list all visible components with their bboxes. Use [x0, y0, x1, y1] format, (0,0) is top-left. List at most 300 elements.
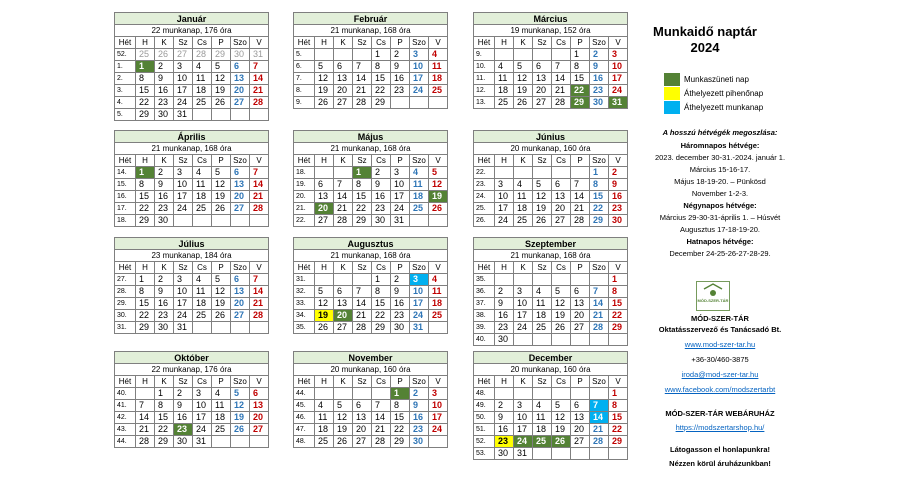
day-cell: 1	[155, 388, 174, 400]
day-cell: 2	[391, 49, 410, 61]
shop-link[interactable]: https://modszertarshop.hu/	[675, 423, 765, 432]
day-cell: 3	[410, 49, 429, 61]
day-cell	[410, 97, 429, 109]
day-cell	[231, 109, 250, 121]
weekday-header: Hét	[474, 155, 495, 167]
day-cell: 17	[391, 191, 410, 203]
day-cell	[495, 167, 514, 179]
day-cell: 22	[590, 203, 609, 215]
day-cell: 20	[315, 203, 334, 215]
day-cell	[552, 167, 571, 179]
month-name: Március	[473, 12, 628, 25]
day-cell: 21	[590, 310, 609, 322]
cta-visit: Látogasson el honlapunkra!	[669, 445, 770, 454]
weekday-header-row	[294, 37, 448, 49]
day-cell	[514, 167, 533, 179]
weekday-header: Hét	[115, 155, 136, 167]
day-cell: 28	[250, 203, 269, 215]
month-workdays: 21 munkanap, 168 óra	[293, 143, 448, 154]
day-cell: 28	[372, 436, 391, 448]
day-cell: 14	[590, 298, 609, 310]
weekday-header: Sz	[174, 155, 193, 167]
week-row	[294, 322, 448, 334]
day-cell: 8	[136, 286, 155, 298]
week-number: 41.	[115, 400, 136, 412]
weekday-header: Szo	[590, 376, 609, 388]
day-cell: 17	[609, 73, 628, 85]
week-row	[474, 436, 628, 448]
week-row	[115, 73, 269, 85]
week-row	[294, 388, 448, 400]
weekday-header: Szo	[590, 155, 609, 167]
week-number: 5.	[294, 49, 315, 61]
day-cell: 18	[429, 298, 448, 310]
weekday-header: H	[136, 262, 155, 274]
day-cell: 14	[353, 298, 372, 310]
weekday-header: P	[391, 155, 410, 167]
day-cell: 11	[533, 298, 552, 310]
day-cell	[533, 49, 552, 61]
day-cell: 28	[193, 49, 212, 61]
week-number: 8.	[294, 85, 315, 97]
day-cell: 14	[590, 412, 609, 424]
day-cell	[533, 388, 552, 400]
day-cell: 3	[410, 274, 429, 286]
day-cell: 24	[174, 97, 193, 109]
day-cell: 12	[552, 412, 571, 424]
day-cell: 2	[155, 61, 174, 73]
day-cell: 25	[514, 215, 533, 227]
day-cell: 14	[552, 73, 571, 85]
week-row	[474, 97, 628, 109]
day-cell: 9	[155, 179, 174, 191]
week-number: 44.	[115, 436, 136, 448]
day-cell: 16	[590, 73, 609, 85]
week-number: 12.	[474, 85, 495, 97]
weekday-header: K	[514, 37, 533, 49]
month-6	[114, 237, 269, 334]
weekday-header: Hét	[294, 376, 315, 388]
day-cell: 9	[410, 400, 429, 412]
day-cell: 24	[514, 436, 533, 448]
weekday-header: Szo	[231, 262, 250, 274]
month-table	[473, 154, 628, 227]
week-number: 51.	[474, 424, 495, 436]
day-cell	[136, 388, 155, 400]
phone-number: +36-30/460-3875	[691, 355, 749, 364]
day-cell: 10	[174, 73, 193, 85]
week-number: 31.	[294, 274, 315, 286]
day-cell: 10	[514, 412, 533, 424]
day-cell: 9	[155, 286, 174, 298]
week-number: 48.	[294, 436, 315, 448]
day-cell: 1	[609, 274, 628, 286]
month-table	[114, 261, 269, 334]
day-cell	[334, 388, 353, 400]
weekday-header: Hét	[115, 262, 136, 274]
day-cell: 15	[353, 191, 372, 203]
day-cell: 4	[533, 286, 552, 298]
day-cell: 12	[552, 298, 571, 310]
week-number: 44.	[294, 388, 315, 400]
month-workdays: 20 munkanap, 160 óra	[473, 143, 628, 154]
day-cell: 15	[372, 298, 391, 310]
legend-swatch-yellow	[664, 87, 680, 100]
day-cell	[429, 436, 448, 448]
day-cell: 23	[155, 97, 174, 109]
month-workdays: 20 munkanap, 160 óra	[473, 364, 628, 375]
day-cell: 23	[155, 310, 174, 322]
week-row	[115, 167, 269, 179]
day-cell: 30	[391, 322, 410, 334]
weekday-header-row	[474, 37, 628, 49]
week-row	[115, 424, 269, 436]
day-cell: 11	[315, 412, 334, 424]
month-name: Július	[114, 237, 269, 250]
day-cell: 30	[495, 334, 514, 346]
day-cell: 25	[136, 49, 155, 61]
day-cell: 12	[533, 191, 552, 203]
weekday-header: H	[495, 262, 514, 274]
weekday-header: V	[609, 155, 628, 167]
weekday-header: K	[514, 376, 533, 388]
day-cell: 15	[571, 73, 590, 85]
week-row	[115, 298, 269, 310]
week-row	[115, 61, 269, 73]
day-cell	[250, 436, 269, 448]
day-cell: 22	[571, 85, 590, 97]
day-cell: 15	[136, 191, 155, 203]
day-cell	[514, 274, 533, 286]
legend-swatch-cyan	[664, 101, 680, 114]
day-cell: 4	[495, 61, 514, 73]
weekday-header: Sz	[174, 37, 193, 49]
day-cell: 17	[174, 85, 193, 97]
weekday-header: Cs	[193, 262, 212, 274]
week-number: 6.	[294, 61, 315, 73]
day-cell: 25	[410, 203, 429, 215]
day-cell: 13	[231, 73, 250, 85]
day-cell: 27	[250, 424, 269, 436]
week-row	[294, 49, 448, 61]
weekday-header: Sz	[174, 376, 193, 388]
day-cell: 17	[410, 298, 429, 310]
day-cell	[552, 448, 571, 460]
day-cell	[315, 49, 334, 61]
day-cell: 11	[193, 179, 212, 191]
day-cell: 31	[250, 49, 269, 61]
day-cell: 4	[429, 49, 448, 61]
day-cell: 5	[514, 61, 533, 73]
weekday-header: P	[391, 262, 410, 274]
weekday-header: Szo	[410, 155, 429, 167]
facebook-link[interactable]: www.facebook.com/modszertarbt	[664, 385, 776, 394]
weekday-header: K	[334, 155, 353, 167]
weekday-header: Cs	[552, 155, 571, 167]
day-cell: 11	[193, 286, 212, 298]
day-cell: 1	[136, 61, 155, 73]
day-cell: 5	[552, 400, 571, 412]
day-cell	[315, 167, 334, 179]
day-cell: 11	[429, 61, 448, 73]
day-cell: 8	[136, 73, 155, 85]
info-line: Augusztus 17-18-19-20.	[679, 225, 761, 234]
day-cell: 18	[315, 424, 334, 436]
day-cell: 25	[193, 97, 212, 109]
logo-graphic	[696, 281, 730, 311]
day-cell: 27	[174, 49, 193, 61]
weekday-header: Sz	[353, 262, 372, 274]
weekday-header: Hét	[115, 376, 136, 388]
weekday-header: K	[155, 155, 174, 167]
day-cell: 12	[212, 73, 231, 85]
day-cell: 11	[495, 73, 514, 85]
day-cell: 27	[533, 97, 552, 109]
weekday-header: Hét	[474, 376, 495, 388]
day-cell: 15	[372, 73, 391, 85]
month-workdays: 20 munkanap, 160 óra	[293, 364, 448, 375]
day-cell: 23	[391, 85, 410, 97]
weekday-header: H	[136, 37, 155, 49]
week-number: 33.	[294, 298, 315, 310]
weekday-header: H	[495, 376, 514, 388]
day-cell: 28	[590, 322, 609, 334]
weekday-header: V	[609, 262, 628, 274]
day-cell: 30	[410, 436, 429, 448]
day-cell: 8	[590, 179, 609, 191]
day-cell: 4	[193, 167, 212, 179]
week-number: 40.	[115, 388, 136, 400]
day-cell: 10	[193, 400, 212, 412]
week-number: 25.	[474, 203, 495, 215]
week-number: 40.	[474, 334, 495, 346]
day-cell	[212, 109, 231, 121]
day-cell: 10	[609, 61, 628, 73]
day-cell: 6	[231, 61, 250, 73]
day-cell: 31	[609, 97, 628, 109]
month-table	[114, 154, 269, 227]
month-10	[293, 351, 448, 448]
day-cell: 10	[410, 286, 429, 298]
day-cell: 29	[609, 322, 628, 334]
day-cell	[552, 49, 571, 61]
day-cell: 22	[155, 424, 174, 436]
week-number: 5.	[115, 109, 136, 121]
legend-label: Munkaszüneti nap	[684, 75, 749, 84]
day-cell: 9	[495, 412, 514, 424]
day-cell: 27	[231, 203, 250, 215]
weekday-header: Cs	[193, 37, 212, 49]
day-cell: 8	[353, 179, 372, 191]
day-cell: 15	[391, 412, 410, 424]
month-workdays: 22 munkanap, 176 óra	[114, 364, 269, 375]
title-line: Munkaidő naptár	[652, 24, 757, 39]
day-cell: 31	[514, 448, 533, 460]
day-cell: 16	[372, 191, 391, 203]
day-cell: 1	[136, 167, 155, 179]
day-cell: 1	[372, 49, 391, 61]
day-cell	[533, 274, 552, 286]
day-cell: 19	[315, 85, 334, 97]
week-row	[294, 167, 448, 179]
day-cell: 15	[136, 298, 155, 310]
day-cell: 2	[495, 286, 514, 298]
day-cell	[533, 167, 552, 179]
day-cell: 21	[590, 424, 609, 436]
day-cell: 29	[155, 436, 174, 448]
weekday-header: Sz	[353, 37, 372, 49]
week-number: 30.	[115, 310, 136, 322]
day-cell: 14	[250, 286, 269, 298]
week-number: 26.	[474, 215, 495, 227]
week-number: 43.	[115, 424, 136, 436]
day-cell: 18	[495, 85, 514, 97]
week-number: 29.	[115, 298, 136, 310]
day-cell: 20	[571, 310, 590, 322]
day-cell: 2	[590, 49, 609, 61]
day-cell: 2	[372, 167, 391, 179]
weekday-header: K	[514, 155, 533, 167]
weekday-header: Szo	[410, 37, 429, 49]
company-section	[640, 314, 800, 469]
day-cell: 4	[193, 61, 212, 73]
week-row	[115, 179, 269, 191]
day-cell: 1	[590, 167, 609, 179]
weekday-header: V	[429, 376, 448, 388]
month-name: Június	[473, 130, 628, 143]
week-row	[474, 167, 628, 179]
week-number: 1.	[115, 61, 136, 73]
day-cell: 8	[609, 400, 628, 412]
day-cell	[609, 334, 628, 346]
week-row	[294, 400, 448, 412]
weekday-header: K	[334, 262, 353, 274]
week-row	[115, 274, 269, 286]
week-row	[474, 400, 628, 412]
weekday-header: H	[315, 376, 334, 388]
day-cell: 19	[552, 424, 571, 436]
day-cell: 30	[609, 215, 628, 227]
weekday-header: H	[136, 155, 155, 167]
day-cell: 7	[250, 167, 269, 179]
day-cell: 11	[514, 191, 533, 203]
week-row	[294, 203, 448, 215]
day-cell: 16	[155, 298, 174, 310]
day-cell: 21	[334, 203, 353, 215]
day-cell: 12	[514, 73, 533, 85]
website-link[interactable]: www.mod-szer-tar.hu	[684, 340, 756, 349]
day-cell	[353, 49, 372, 61]
weekday-header: Sz	[533, 262, 552, 274]
day-cell	[315, 274, 334, 286]
day-cell: 18	[193, 85, 212, 97]
day-cell: 19	[212, 298, 231, 310]
day-cell: 9	[372, 179, 391, 191]
day-cell: 5	[429, 167, 448, 179]
month-name: Május	[293, 130, 448, 143]
weekday-header: V	[429, 37, 448, 49]
day-cell: 11	[193, 73, 212, 85]
day-cell: 2	[495, 400, 514, 412]
day-cell: 7	[552, 61, 571, 73]
month-workdays: 19 munkanap, 152 óra	[473, 25, 628, 36]
day-cell: 1	[571, 49, 590, 61]
week-number: 7.	[294, 73, 315, 85]
legend-label: Áthelyezett pihenőnap	[684, 89, 764, 98]
weekday-header: Hét	[474, 262, 495, 274]
month-table	[293, 36, 448, 109]
day-cell: 7	[250, 274, 269, 286]
day-cell: 21	[353, 310, 372, 322]
week-number: 19.	[294, 179, 315, 191]
day-cell: 20	[533, 85, 552, 97]
day-cell: 19	[552, 310, 571, 322]
weekday-header: H	[495, 37, 514, 49]
week-row	[474, 191, 628, 203]
day-cell: 2	[391, 274, 410, 286]
day-cell: 6	[571, 400, 590, 412]
day-cell	[552, 334, 571, 346]
day-cell: 26	[315, 97, 334, 109]
day-cell: 18	[533, 424, 552, 436]
month-table	[473, 375, 628, 460]
day-cell: 15	[609, 412, 628, 424]
day-cell: 29	[136, 322, 155, 334]
day-cell: 25	[429, 310, 448, 322]
day-cell: 24	[193, 424, 212, 436]
day-cell: 26	[552, 436, 571, 448]
day-cell: 11	[212, 400, 231, 412]
month-3	[114, 130, 269, 227]
day-cell: 29	[212, 49, 231, 61]
day-cell: 18	[410, 191, 429, 203]
week-row	[294, 85, 448, 97]
day-cell: 29	[391, 436, 410, 448]
day-cell: 29	[136, 215, 155, 227]
three-day-heading: Háromnapos hétvége:	[680, 141, 760, 150]
day-cell: 2	[410, 388, 429, 400]
day-cell: 13	[334, 73, 353, 85]
day-cell: 12	[212, 286, 231, 298]
month-name: Április	[114, 130, 269, 143]
day-cell: 10	[174, 179, 193, 191]
day-cell: 14	[334, 191, 353, 203]
email-link[interactable]: iroda@mod-szer-tar.hu	[681, 370, 759, 379]
day-cell: 25	[429, 85, 448, 97]
day-cell: 13	[353, 412, 372, 424]
day-cell: 29	[590, 215, 609, 227]
week-number: 18.	[115, 215, 136, 227]
day-cell: 5	[552, 286, 571, 298]
day-cell: 12	[315, 298, 334, 310]
day-cell: 20	[250, 412, 269, 424]
week-row	[115, 203, 269, 215]
day-cell: 17	[410, 73, 429, 85]
day-cell	[514, 388, 533, 400]
day-cell: 31	[193, 436, 212, 448]
weekday-header: Szo	[410, 262, 429, 274]
day-cell: 4	[315, 400, 334, 412]
day-cell	[590, 274, 609, 286]
weekday-header-row	[474, 155, 628, 167]
month-table	[473, 36, 628, 109]
week-row	[115, 85, 269, 97]
weekday-header: K	[334, 37, 353, 49]
day-cell	[429, 97, 448, 109]
day-cell: 18	[533, 310, 552, 322]
month-table	[293, 154, 448, 227]
day-cell	[231, 322, 250, 334]
